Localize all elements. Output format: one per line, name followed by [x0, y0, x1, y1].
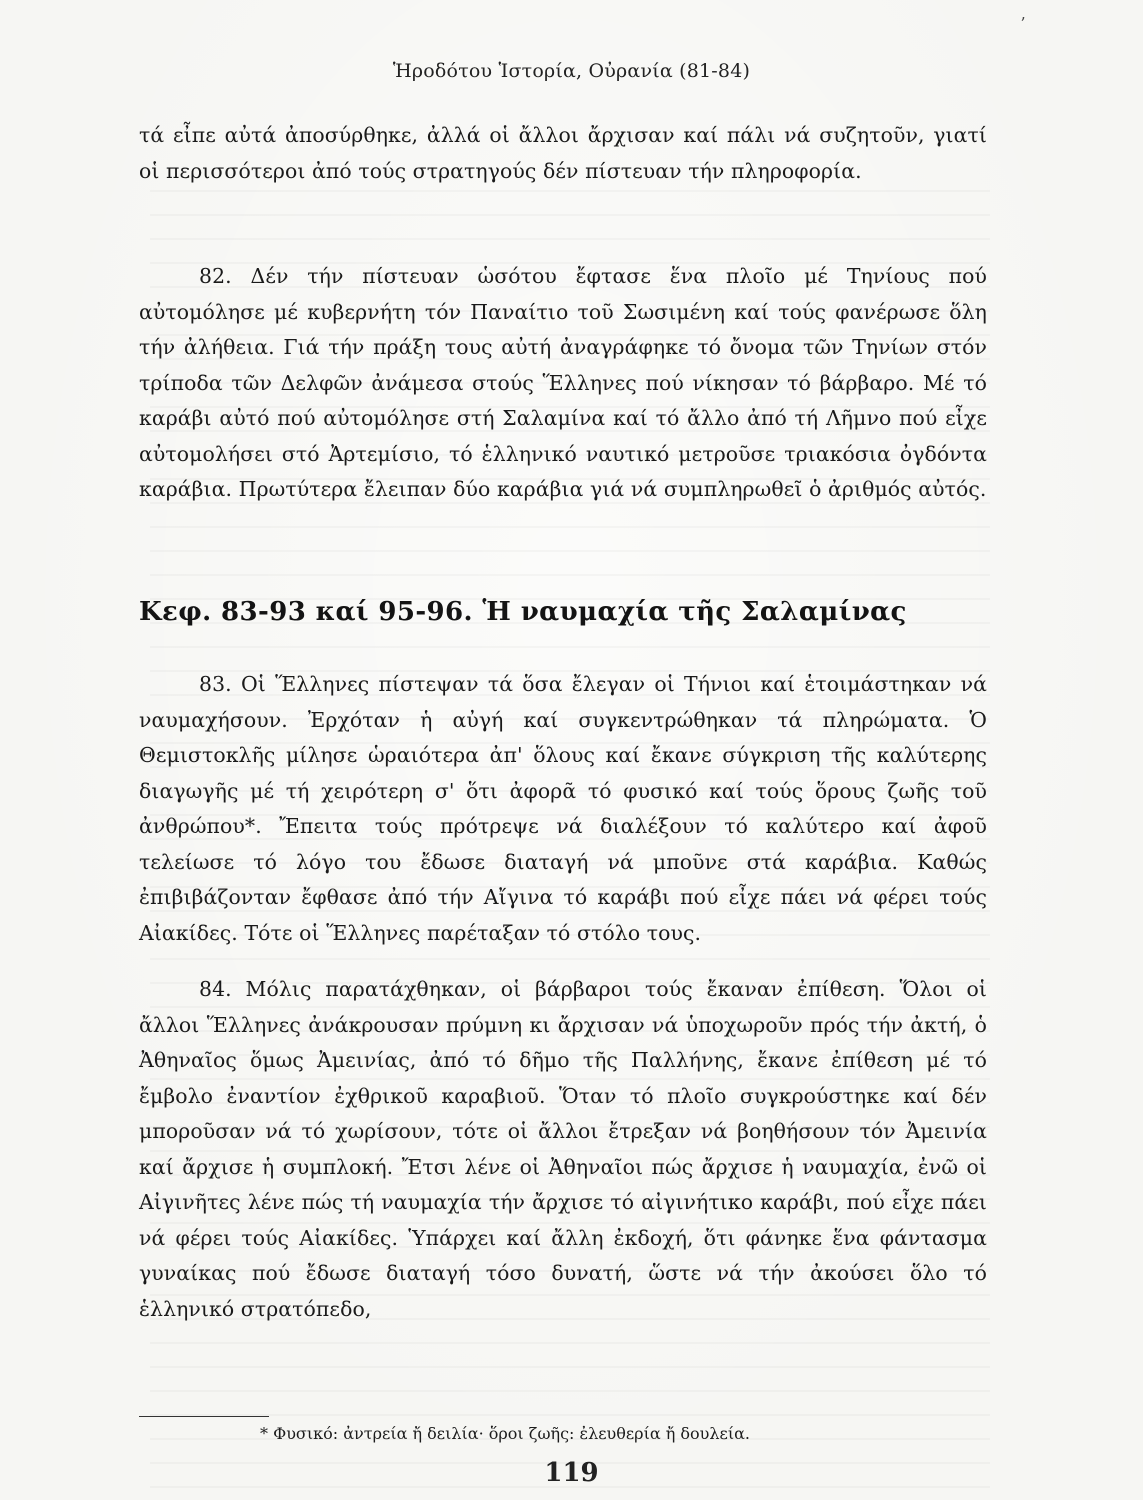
paragraph-text: 82. Δέν τήν πίστευαν ὡσότου ἔφτασε ἕνα πλοῖο μέ Τηνίους πού αὐτομόλησε μέ κυβερνήτη τόν Παναίτιο τοῦ Σωσιμένη καί τούς φανέρωσε ὅλη τήν ἀλήθεια. Γιά τήν πράξη τους αὐτή ἀναγράφηκε τό ὄνομα τῶν Τηνίων στόν τρίποδα τῶν Δελφῶν ἀνάμεσα στούς Ἕλληνες πού νίκησαν τό βάρβαρο. Μέ τό καράβι αὐτό πού αὐτομόλησε στή Σαλαμίνα καί τό ἄλλο ἀπό τή Λῆμνο πού εἶχε αὐτομολήσει στό Ἀρτεμίσιο, τό ἑλληνικό ναυτικό μετροῦσε τριακόσια ὀγδόντα καράβια. Πρωτύτερα ἔλειπαν δύο καράβια γιά νά συμπληρωθεῖ ὁ ἀριθμός αὐτός. [139, 264, 987, 501]
paragraph-82 [139, 259, 987, 508]
paragraph-text: 84. Μόλις παρατάχθηκαν, οἱ βάρβαροι τούς ἔκαναν ἐπίθεση. Ὅλοι οἱ ἄλλοι Ἕλληνες ἀνάκρουσαν πρύμνη κι ἄρχισαν νά ὑποχωροῦν πρός τήν ἀκτή, ὁ Ἀθηναῖος ὅμως Ἀμεινίας, ἀπό τό δῆμο τῆς Παλλήνης, ἔκανε ἐπίθεση μέ τό ἔμβολο ἐναντίον ἐχθρικοῦ καραβιοῦ. Ὅταν τό πλοῖο συγκρούστηκε καί δέν μποροῦσαν νά τό χωρίσουν, τότε οἱ ἄλλοι ἔτρεξαν νά βοηθήσουν τόν Ἀμεινία καί ἄρχισε ἡ συμπλοκή. Ἔτσι λένε οἱ Ἀθηναῖοι πώς ἄρχισε ἡ ναυμαχία, ἐνῶ οἱ Αἰγινῆτες λένε πώς τή ναυμαχία τήν ἄρχισε τό αἰγινήτικο καράβι, πού εἶχε πάει νά φέρει τούς Αἰακίδες. Ὑπάρχει καί ἄλλη ἐκδοχή, ὅτι φάνηκε ἕνα φάντασμα γυναίκας πού ἔδωσε διαταγή τόσο δυνατή, ὥστε νά τήν ἀκούσει ὅλο τό ἑλληνικό στρατόπεδο, [139, 977, 987, 1321]
paragraph-83 [139, 667, 987, 951]
paragraph-text: 83. Οἱ Ἕλληνες πίστεψαν τά ὅσα ἔλεγαν οἱ Τήνιοι καί ἑτοιμάστηκαν νά ναυμαχήσουν. Ἐρχόταν ἡ αὐγή καί συγκεντρώθηκαν τά πληρώματα. Ὁ Θεμιστοκλῆς μίλησε ὡραιότερα ἀπ' ὅλους καί ἔκανε σύγκριση τῆς καλύτερης διαγωγῆς μέ τή χειρότερη σ' ὅτι ἀφορᾶ τό φυσικό καί τούς ὅρους ζωῆς τοῦ ἀνθρώπου*. Ἔπειτα τούς πρότρεψε νά διαλέξουν τό καλύτερο καί ἀφοῦ τελείωσε τό λόγο του ἔδωσε διαταγή νά μποῦνε στά καράβια. Καθώς ἐπιβιβάζονταν ἔφθασε ἀπό τήν Αἴγινα τό καράβι πού εἶχε πάει νά φέρει τούς Αἰακίδες. Τότε οἱ Ἕλληνες παρέταξαν τό στόλο τους. [139, 672, 987, 945]
page-number: 119 [544, 1458, 599, 1488]
running-head: Ἡροδότου Ἱστορία, Οὐρανία (81-84) [392, 60, 751, 82]
paragraph-text: τά εἶπε αὐτά ἀποσύρθηκε, ἀλλά οἱ ἄλλοι ἄρχισαν καί πάλι νά συζητοῦν, γιατί οἱ περισσότεροι ἀπό τούς στρατηγούς δέν πίστευαν τήν πληροφορία. [139, 123, 987, 183]
corner-mark: ʼ [1020, 14, 1026, 33]
footnote-divider [139, 1416, 269, 1417]
chapter-heading: Κεφ. 83-93 καί 95-96. Ἡ ναυμαχία τῆς Σαλαμίνας [139, 597, 907, 627]
paragraph-84 [139, 972, 987, 1327]
footnote: * Φυσικό: ἀντρεία ἤ δειλία· ὅροι ζωῆς: ἐλευθερία ἤ δουλεία. [260, 1424, 750, 1443]
paragraph-81-continuation [139, 118, 987, 189]
